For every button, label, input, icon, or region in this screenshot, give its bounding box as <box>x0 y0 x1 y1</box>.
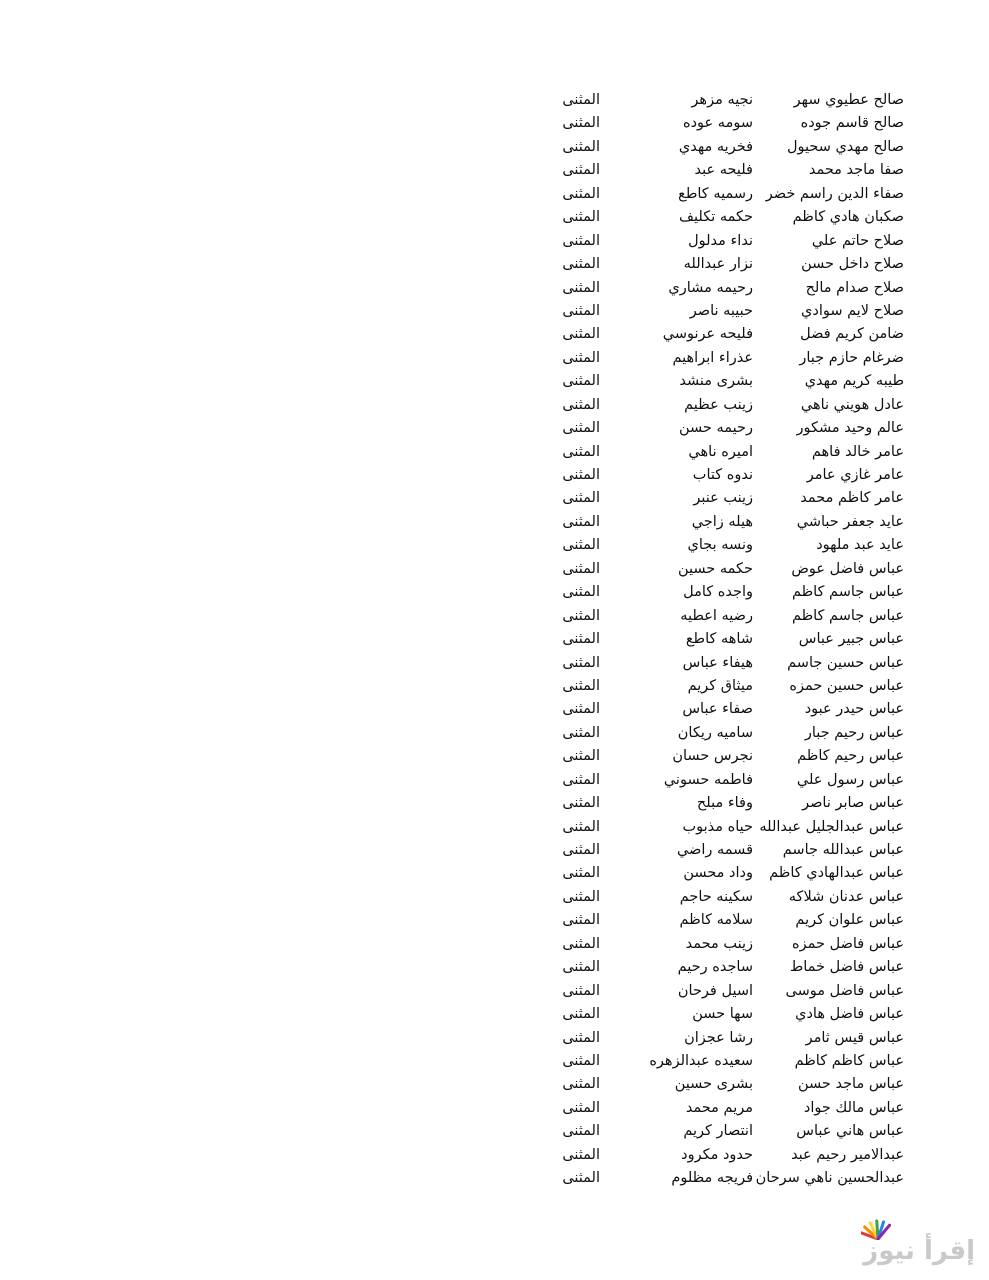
person-name: عباس حسين حمزه <box>789 677 904 694</box>
mother-name: زينب عظيم <box>684 396 753 413</box>
governorate: المثنى <box>562 1052 600 1069</box>
person-name: صالح قاسم جوده <box>800 115 904 132</box>
record-row <box>0 792 989 815</box>
record-row <box>0 534 989 557</box>
person-name: عباس هاني عباس <box>796 1123 904 1140</box>
person-name: عباس علوان كريم <box>795 912 904 929</box>
record-row <box>0 230 989 253</box>
record-row <box>0 605 989 628</box>
person-name: عباس جاسم كاظم <box>791 607 904 624</box>
governorate: المثنى <box>562 560 600 577</box>
record-row <box>0 112 989 135</box>
governorate: المثنى <box>562 912 600 929</box>
record-row <box>0 675 989 698</box>
governorate: المثنى <box>562 490 600 507</box>
mother-name: وفاء مبلح <box>696 795 753 812</box>
record-row <box>0 417 989 440</box>
governorate: المثنى <box>562 982 600 999</box>
governorate: المثنى <box>562 771 600 788</box>
mother-name: رحيمه حسن <box>678 420 753 437</box>
mother-name: رسميه كاطع <box>678 185 753 202</box>
person-name: عباس رحيم كاظم <box>797 748 904 765</box>
record-row <box>0 558 989 581</box>
governorate: المثنى <box>562 115 600 132</box>
record-row <box>0 745 989 768</box>
record-row <box>0 347 989 370</box>
record-row <box>0 183 989 206</box>
record-row <box>0 652 989 675</box>
record-row <box>0 159 989 182</box>
person-name: صلاح داخل حسن <box>801 256 904 273</box>
record-row <box>0 323 989 346</box>
mother-name: شاهه كاطع <box>685 631 753 648</box>
governorate: المثنى <box>562 1076 600 1093</box>
mother-name: وداد محسن <box>683 865 753 882</box>
mother-name: نجيه مزهر <box>691 92 753 108</box>
person-name: ضرغام حازم جبار <box>799 349 904 366</box>
governorate: المثنى <box>562 1099 600 1116</box>
mother-name: مريم محمد <box>685 1099 753 1116</box>
record-row <box>0 253 989 276</box>
person-name: عامر خالد فاهم <box>811 443 904 460</box>
person-name: صكبان هادي كاظم <box>792 209 904 226</box>
person-name: صلاح صدام مالح <box>805 279 904 296</box>
person-name: عباس عبدالله جاسم <box>782 842 904 858</box>
site-logo <box>845 1216 975 1266</box>
person-name: عباس عبدالهادي كاظم <box>769 865 904 882</box>
person-name: عباس عدنان شلاكه <box>788 888 904 905</box>
record-row <box>0 909 989 932</box>
mother-name: فليحه عرنوسي <box>662 326 753 343</box>
person-name: عباس جبير عباس <box>798 631 904 648</box>
governorate: المثنى <box>562 842 600 858</box>
mother-name: حبيبه ناصر <box>689 302 753 319</box>
record-row <box>0 277 989 300</box>
mother-name: حياه مذبوب <box>682 818 753 835</box>
record-row <box>0 136 989 159</box>
record-row <box>0 581 989 604</box>
mother-name: سلامه كاظم <box>679 912 753 929</box>
mother-name: عذراء ابراهيم <box>672 349 753 366</box>
record-row <box>0 300 989 323</box>
record-row <box>0 698 989 721</box>
governorate: المثنى <box>562 888 600 905</box>
person-name: ضامن كريم فضل <box>800 326 904 343</box>
person-name: صفا ماجد محمد <box>808 162 904 179</box>
mother-name: ونسه بجاي <box>687 537 753 554</box>
governorate: المثنى <box>562 1006 600 1023</box>
governorate: المثنى <box>562 865 600 882</box>
governorate: المثنى <box>562 677 600 694</box>
record-row <box>0 1073 989 1096</box>
person-name: عباس حيدر عبود <box>804 701 904 718</box>
person-name: صالح عطيوي سهر <box>793 92 904 108</box>
person-name: عباس فاضل هادي <box>795 1006 904 1023</box>
governorate: المثنى <box>562 748 600 765</box>
mother-name: حدود مكرود <box>681 1146 753 1163</box>
person-name: صفاء الدين راسم خضر <box>765 185 904 202</box>
record-row <box>0 769 989 792</box>
governorate: المثنى <box>562 209 600 226</box>
person-name: عباس حسين جاسم <box>787 654 904 671</box>
person-name: صلاح لايم سوادي <box>801 302 904 319</box>
record-row <box>0 1027 989 1050</box>
governorate: المثنى <box>562 724 600 741</box>
mother-name: اميره ناهي <box>688 443 753 460</box>
mother-name: سعيده عبدالزهره <box>649 1052 753 1069</box>
person-name: عامر كاظم محمد <box>800 490 904 507</box>
governorate: المثنى <box>562 701 600 718</box>
mother-name: رشا عجزان <box>684 1029 753 1046</box>
mother-name: انتصار كريم <box>683 1123 753 1140</box>
person-name: عباس جاسم كاظم <box>791 584 904 601</box>
person-name: عباس عبدالجليل عبدالله <box>759 818 904 835</box>
person-name: عادل هويني ناهي <box>800 396 904 413</box>
mother-name: هيفاء عباس <box>682 654 753 671</box>
record-row <box>0 956 989 979</box>
mother-name: حكمه تكليف <box>679 209 753 226</box>
person-name: عباس رسول علي <box>796 771 904 788</box>
mother-name: زينب محمد <box>685 935 753 952</box>
governorate: المثنى <box>562 537 600 554</box>
person-name: صلاح حاتم علي <box>811 232 904 249</box>
governorate: المثنى <box>562 513 600 530</box>
person-name: عباس مالك جواد <box>803 1099 904 1116</box>
record-row <box>0 370 989 393</box>
governorate: المثنى <box>562 631 600 648</box>
governorate: المثنى <box>562 935 600 952</box>
governorate: المثنى <box>562 232 600 249</box>
governorate: المثنى <box>562 584 600 601</box>
governorate: المثنى <box>562 256 600 273</box>
governorate: المثنى <box>562 162 600 179</box>
records-list <box>0 89 989 1191</box>
record-row <box>0 722 989 745</box>
mother-name: فريجه مظلوم <box>671 1170 753 1187</box>
record-row <box>0 1003 989 1026</box>
mother-name: نداء مدلول <box>688 232 753 249</box>
mother-name: ساميه ريكان <box>677 724 753 741</box>
mother-name: نجرس حسان <box>672 748 753 765</box>
governorate: المثنى <box>562 654 600 671</box>
record-row <box>0 628 989 651</box>
person-name: عامر غازي عامر <box>806 467 904 483</box>
record-row <box>0 89 989 112</box>
person-name: عالم وحيد مشكور <box>796 420 904 437</box>
governorate: المثنى <box>562 138 600 155</box>
governorate: المثنى <box>562 279 600 296</box>
mother-name: صفاء عباس <box>682 701 753 718</box>
record-row <box>0 980 989 1003</box>
governorate: المثنى <box>562 818 600 835</box>
person-name: عباس ماجد حسن <box>797 1076 904 1093</box>
mother-name: سها حسن <box>692 1006 753 1023</box>
person-name: عباس صابر ناصر <box>802 795 904 812</box>
person-name: عباس فاضل موسى <box>785 982 904 999</box>
governorate: المثنى <box>562 373 600 390</box>
governorate: المثنى <box>562 467 600 483</box>
governorate: المثنى <box>562 1029 600 1046</box>
governorate: المثنى <box>562 443 600 460</box>
governorate: المثنى <box>562 795 600 812</box>
person-name: عايد عبد ملهود <box>816 537 904 554</box>
person-name: عباس فاضل خماط <box>789 959 904 976</box>
person-name: عبدالامير رحيم عبد <box>791 1146 904 1163</box>
mother-name: حكمه حسين <box>677 560 753 577</box>
record-row <box>0 839 989 862</box>
logo-text: إقرأ نيوز <box>863 1236 975 1266</box>
governorate: المثنى <box>562 1170 600 1187</box>
mother-name: هيله زاجي <box>691 513 753 530</box>
person-name: عباس فاضل عوض <box>791 560 904 577</box>
governorate: المثنى <box>562 349 600 366</box>
mother-name: قسمه راضي <box>676 842 753 858</box>
person-name: صالح مهدي سحيول <box>786 138 904 155</box>
governorate: المثنى <box>562 607 600 624</box>
mother-name: رحيمه مشاري <box>668 279 753 296</box>
mother-name: سكينه حاجم <box>679 888 753 905</box>
mother-name: فخريه مهدي <box>678 138 753 155</box>
mother-name: اسيل فرحان <box>677 982 753 999</box>
record-row <box>0 816 989 839</box>
person-name: عباس رحيم جبار <box>804 724 904 741</box>
record-row <box>0 464 989 487</box>
person-name: عباس قيس ثامر <box>805 1029 904 1046</box>
person-name: عباس كاظم كاظم <box>794 1052 904 1069</box>
mother-name: ميثاق كريم <box>687 677 753 694</box>
governorate: المثنى <box>562 185 600 202</box>
record-row <box>0 1097 989 1120</box>
governorate: المثنى <box>562 420 600 437</box>
mother-name: بشرى منشد <box>679 373 753 390</box>
record-row <box>0 1120 989 1143</box>
governorate: المثنى <box>562 92 600 108</box>
governorate: المثنى <box>562 1123 600 1140</box>
governorate: المثنى <box>562 302 600 319</box>
governorate: المثنى <box>562 959 600 976</box>
record-row <box>0 1167 989 1190</box>
mother-name: ندوه كتاب <box>692 467 753 483</box>
person-name: عبدالحسين ناهي سرحان <box>755 1170 904 1187</box>
governorate: المثنى <box>562 1146 600 1163</box>
mother-name: سومه عوده <box>683 115 753 132</box>
record-row <box>0 441 989 464</box>
record-row <box>0 933 989 956</box>
governorate: المثنى <box>562 326 600 343</box>
mother-name: رضيه اعطيه <box>680 607 753 624</box>
mother-name: زينب عنبر <box>693 490 753 507</box>
record-row <box>0 862 989 885</box>
mother-name: فاطمه حسوني <box>663 771 753 788</box>
mother-name: نزار عبدالله <box>683 256 753 273</box>
mother-name: فليحه عبد <box>694 162 753 179</box>
person-name: عايد جعفر حباشي <box>796 513 904 530</box>
record-row <box>0 487 989 510</box>
record-row <box>0 394 989 417</box>
record-row <box>0 206 989 229</box>
person-name: عباس فاضل حمزه <box>792 935 904 952</box>
record-row <box>0 1050 989 1073</box>
mother-name: واجده كامل <box>683 584 753 601</box>
person-name: طيبه كريم مهدي <box>804 373 904 390</box>
mother-name: بشرى حسين <box>674 1076 753 1093</box>
record-row <box>0 1144 989 1167</box>
mother-name: ساجده رحيم <box>677 959 753 976</box>
record-row <box>0 886 989 909</box>
governorate: المثنى <box>562 396 600 413</box>
record-row <box>0 511 989 534</box>
